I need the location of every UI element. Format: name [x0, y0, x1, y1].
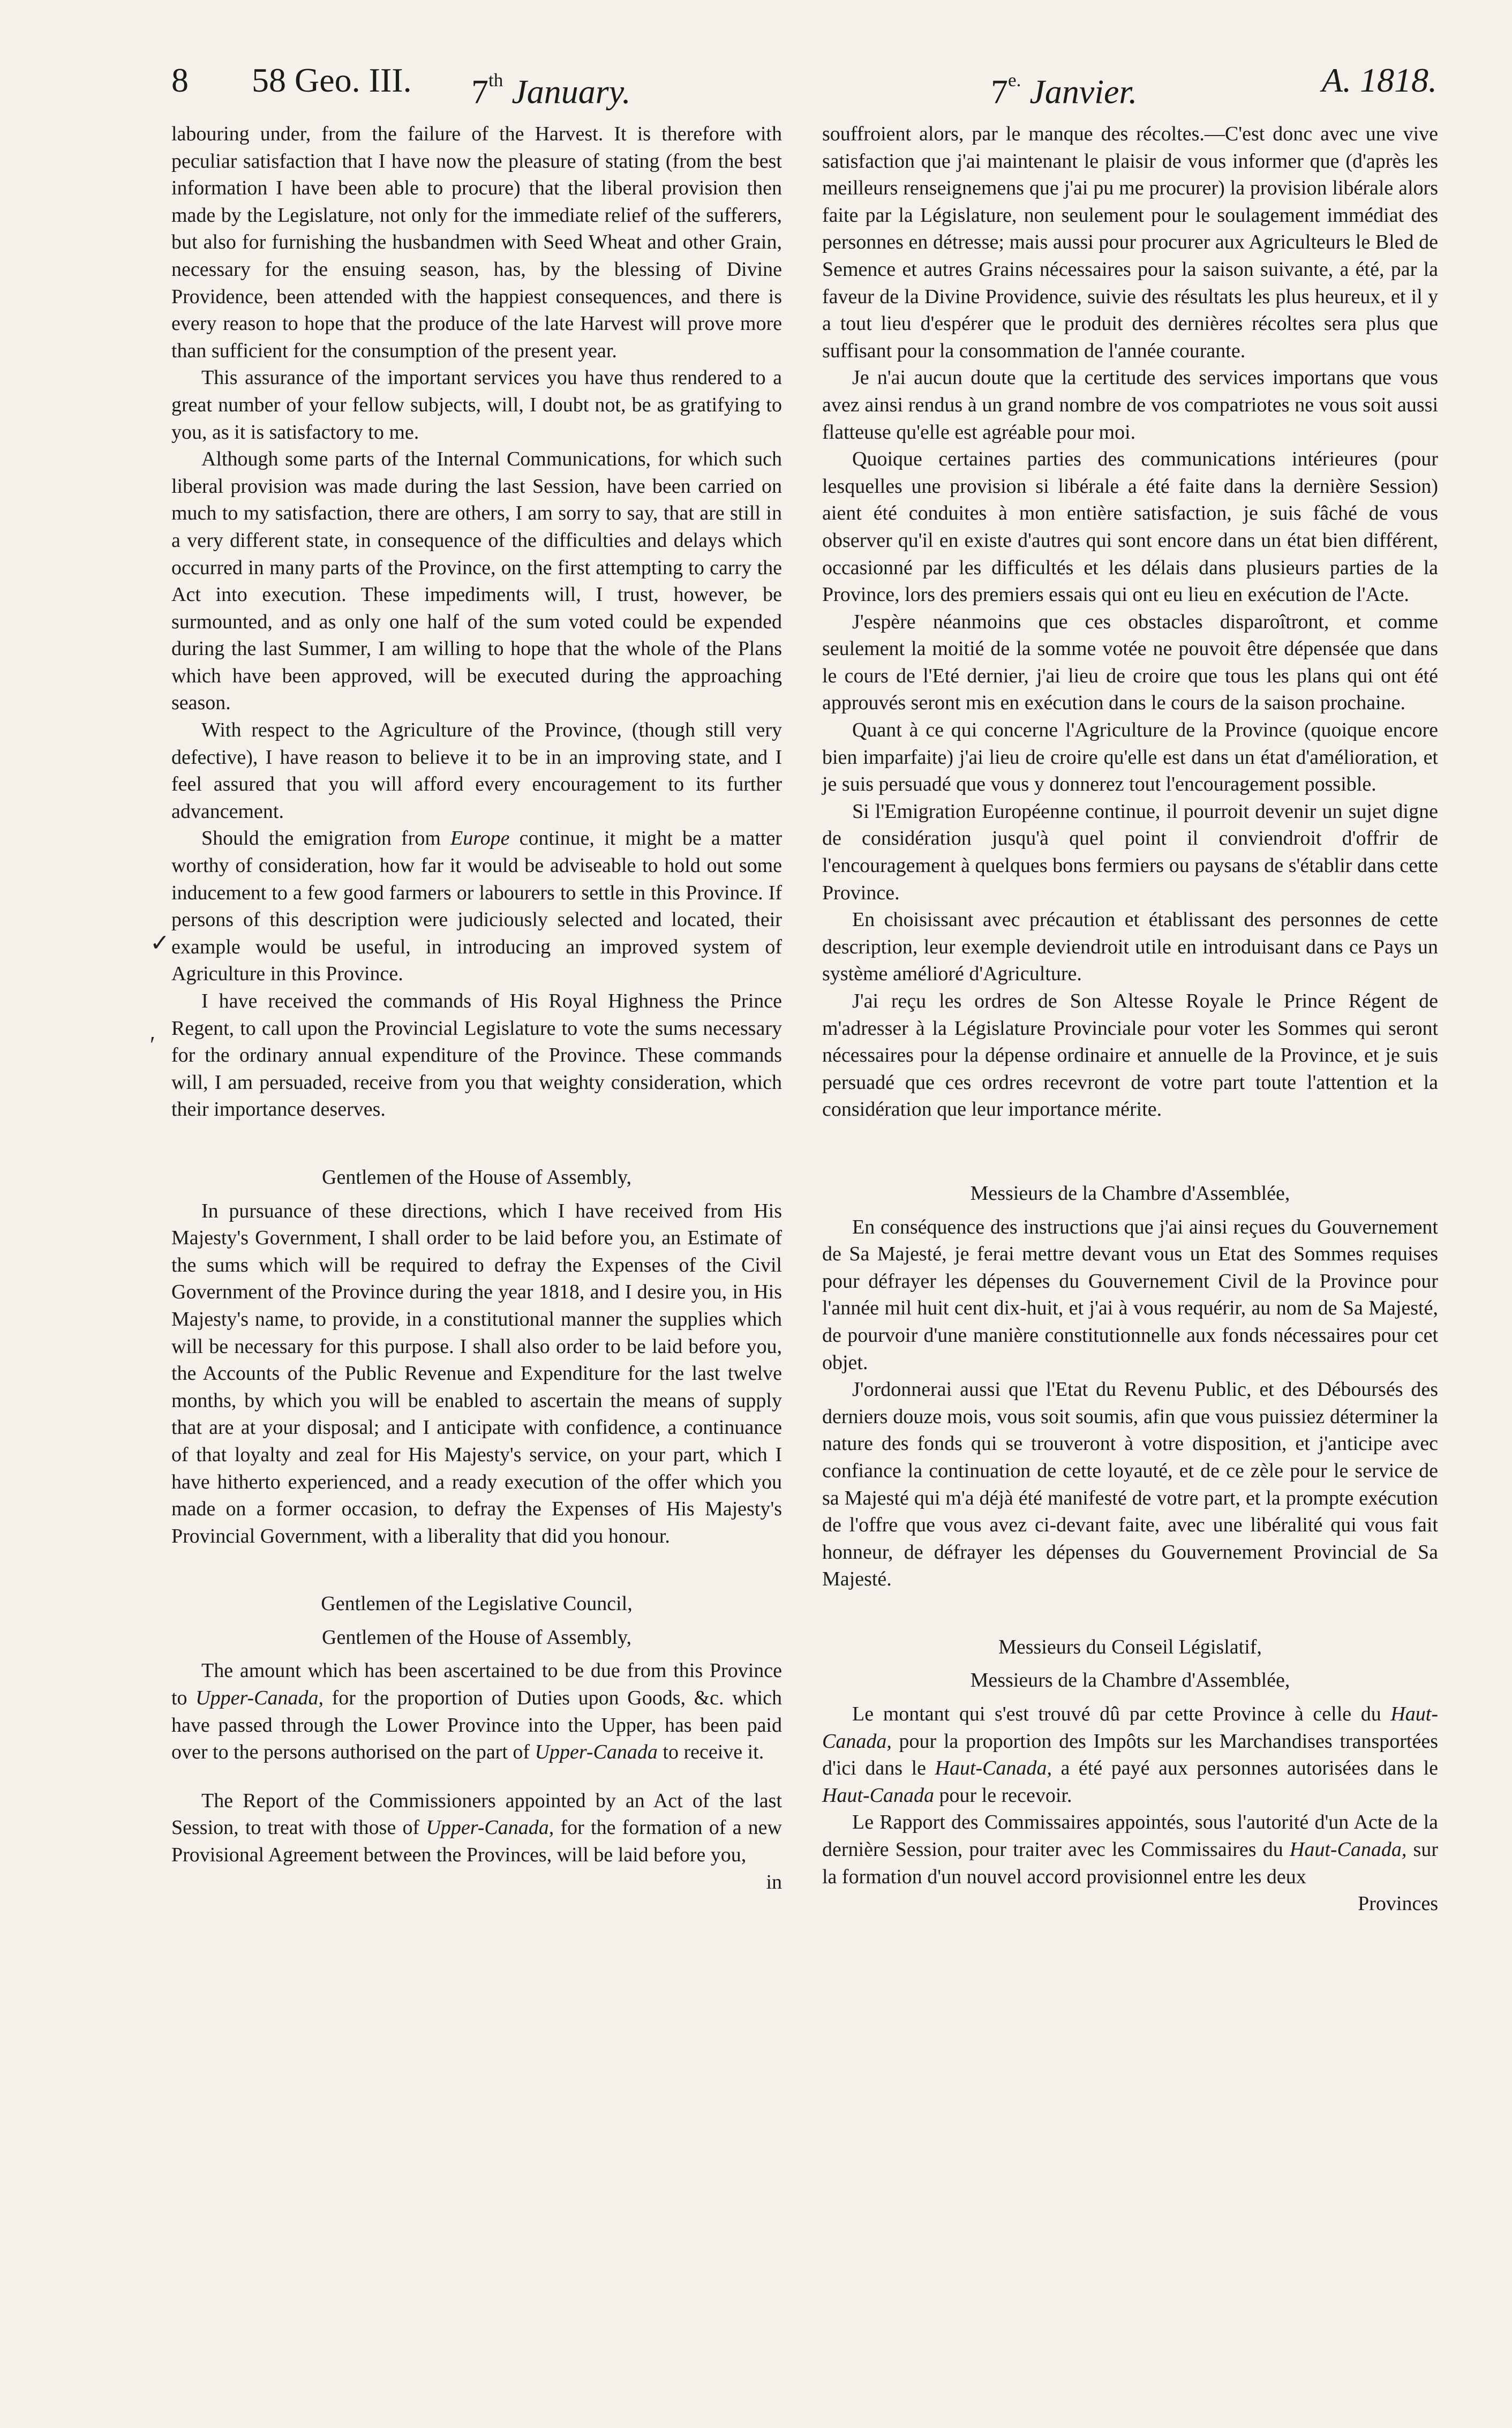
paragraph: With respect to the Agriculture of the Province, (though still very defective), I have reason to believe it to be in an improving state, and I feel assured that you will afford every encouragement to its further advancement. — [171, 719, 782, 823]
paragraph: J'ai reçu les ordres de Son Altesse Royale le Prince Régent de m'adresser à la Législature Provinciale pour voter les Sommes qui seront nécessaires pour la dépense ordinaire et annuelle de la Province, et je suis persuadé que ces ordres recevront de votre part toute l'attention et la considération que leur importance mérite. — [822, 990, 1438, 1121]
page-number: 8 — [171, 61, 189, 99]
reign-title: 58 Geo. III. — [252, 61, 412, 99]
paragraph: labouring under, from the failure of the Harvest. It is therefore with peculiar satisfaction that I have now the pleasure of stating (from the best information I have been able to procure) that the liberal provision then made by the Legislature, not only for the immediate relief of the sufferers, but also for furnishing the husbandmen with Seed Wheat and other Grain, necessary for the ensuing season, has, by the blessing of Divine Providence, been attended with the happiest consequences, and there is every reason to hope that the produce of the late Harvest will prove more than sufficient for the consumption of the present year. — [171, 123, 782, 362]
page-header — [171, 51, 1437, 110]
paragraph: In pursuance of these directions, which I have received from His Majesty's Government, I shall order to be laid before you, an Estimate of the sums which will be required to defray the Expenses of the Civil Government of the Province during the year 1818, and I desire you, in His Majesty's name, to provide, in a constitutional manner the supplies which will be necessary for this purpose. I shall also order to be laid before you, the Accounts of the Public Revenue and Expenditure for the last twelve months, by which you will be enabled to ascertain the means of supply that are at your disposal; and I anticipate with confidence, a continuance of that loyalty and zeal for His Majesty's service, on your part, which I have hitherto experienced, and a ready execution of the offer which you made on a former occasion, to defray the Expenses of His Majesty's Provincial Government, with a liberality that did you honour. — [171, 1199, 782, 1547]
english-column — [171, 121, 782, 1896]
paragraph: Si l'Emigration Européenne continue, il pourroit devenir un sujet digne de considération jusqu'à quel point il conviendroit d'offrir de l'encouragement à quelques bons fermiers ou paysans de s'établir dans cette Province. — [822, 800, 1438, 904]
paragraph: J'espère néanmoins que ces obstacles disparoîtront, et comme seulement la moitié de la somme votée ne pouvoit être dépensée que dans le cours de l'Eté dernier, j'ai lieu de croire que tous les plans qui ont été approuvés seront mis en exécution dans le cours de la saison prochaine. — [822, 610, 1438, 715]
year: A. 1818. — [1321, 61, 1437, 99]
french-date: $7^{e.}$ Janvier. — [991, 70, 1138, 111]
section-heading: Gentlemen of the House of Assembly, — [322, 1626, 631, 1649]
section-heading: Gentlemen of the House of Assembly, — [322, 1166, 631, 1189]
english-date: 7th January. — [471, 70, 631, 111]
section-heading: Messieurs de la Chambre d'Assemblée, — [970, 1669, 1290, 1692]
paragraph: Je n'ai aucun doute que la certitude des services importans que vous avez ainsi rendus à un grand nombre de vos compatriotes ne vous soit aussi flatteuse qu'elle est agréable pour moi. — [822, 366, 1438, 443]
catchword: Provinces — [1358, 1892, 1438, 1915]
paragraph: En conséquence des instructions que j'ai ainsi reçues du Gouvernement de Sa Majesté, je ferai mettre devant vous un Etat des Sommes requises pour défrayer les dépenses du Gouvernement Civil de la Province pour l'année mil huit cent dix-huit, et j'ai à vous requérir, au nom de Sa Majesté, de pourvoir d'une manière constitutionnelle aux fonds nécessaires pour cet objet. — [822, 1215, 1438, 1374]
paragraph: Should the emigration from Europe continue, it might be a matter worthy of consideration, how far it would be adviseable to hold out some inducement to a few good farmers or labourers to settle in this Province. If persons of this description were judiciously selected and located, their example would be useful, in introducing an improved system of Agriculture in this Province. — [171, 827, 782, 986]
margin-mark: ʹ — [150, 1032, 155, 1058]
section-heading: Messieurs du Conseil Législatif, — [998, 1635, 1262, 1658]
paragraph: The amount which has been ascertained to be due from this Province to Upper-Canada, for the proportion of Duties upon Goods, &c. which have passed through the Lower Province into the Upper, has been paid over to the persons authorised on the part of Upper-Canada to receive it. — [171, 1659, 783, 1764]
section-heading: Messieurs de la Chambre d'Assemblée, — [970, 1182, 1290, 1205]
paragraph: Le montant qui s'est trouvé dû par cette Province à celle du Haut-Canada, pour la proportion des Impôts sur les Marchandises transportées d'ici dans le Haut-Canada, a été payé aux personnes autorisées dans le Haut-Canada pour le recevoir. — [822, 1703, 1438, 1807]
paragraph: En choisissant avec précaution et établissant des personnes de cette description, leur exemple deviendroit utile en introduisant dans ce Pays un système amélioré d'Agriculture. — [822, 908, 1438, 986]
paragraph: J'ordonnerai aussi que l'Etat du Revenu Public, et des Déboursés des derniers douze mois, vous soit soumis, afin que vous puissiez déterminer la nature des fonds qui se trouveront à votre disposition, et j'anticipe avec confiance la continuation de cette loyauté, et de ce zèle pour le service de sa Majesté qui m'a déjà été manifesté de votre part, et la prompte exécution de l'offre que vous avez ci-devant faite, avec une libéralité qui vous fait honneur, de défrayer les dépenses du Gouvernement Provincial de Sa Majesté. — [822, 1378, 1438, 1591]
paragraph: Quoique certaines parties des communications intérieures (pour lesquelles une provision si libérale a été faite dans la dernière Session) aient été conduites à mon entière satisfaction, je suis fâché de vous observer qu'il en existe d'autres qui sont encore dans un état bien différent, occasionné par les difficultés et les délais dans plusieurs parties de la Province, lors des premiers essais qui ont eu lieu en exécution de l'Acte. — [822, 448, 1438, 606]
paragraph: Although some parts of the Internal Communications, for which such liberal provision was made during the last Session, have been carried on much to my satisfaction, there are others, I am sorry to say, that are still in a very different state, in consequence of the difficulties and delays which occurred in many parts of the Province, on the first attempting to carry the Act into execution. These impediments will, I trust, however, be surmounted, and as only one half of the sum voted could be expended during the last Summer, I am willing to hope that the whole of the Plans which have been approved, will be executed during the approaching season. — [171, 448, 782, 715]
paragraph: Quant à ce qui concerne l'Agriculture de la Province (quoique encore bien imparfaite) j'ai lieu de croire qu'elle est dans un état d'amélioration, et je suis persuadé que vous y donnerez tout l'encouragement possible. — [822, 719, 1438, 796]
margin-mark: ✓ — [150, 930, 170, 956]
catchword: in — [766, 1870, 782, 1893]
paragraph: The Report of the Commissioners appointed by an Act of the last Session, to treat with those of Upper-Canada, for the formation of a new Provisional Agreement between the Provinces, will be laid before you, — [171, 1789, 782, 1867]
section-heading: Gentlemen of the Legislative Council, — [321, 1592, 633, 1615]
french-column — [822, 121, 1438, 1918]
paragraph: This assurance of the important services you have thus rendered to a great number of your fellow subjects, will, I doubt not, be as gratifying to you, as it is satisfactory to me. — [171, 366, 782, 443]
paragraph: I have received the commands of His Royal Highness the Prince Regent, to call upon the Provincial Legislature to vote the sums necessary for the ordinary annual expenditure of the Province. These commands will, I am persuaded, receive from you that weighty consideration, which their importance deserves. — [171, 990, 782, 1121]
paragraph: Le Rapport des Commissaires appointés, sous l'autorité d'un Acte de la dernière Session, pour traiter avec les Commissaires du Haut-Canada, sur la formation d'un nouvel accord provisionnel entre les deux — [822, 1811, 1438, 1888]
paragraph: souffroient alors, par le manque des récoltes.—C'est donc avec une vive satisfaction que j'ai maintenant le plaisir de vous informer que (d'après les meilleurs renseignemens que j'ai pu me procurer) la provision libérale alors faite par la Législature, non seulement pour le soulagement immédiat des personnes en détresse; mais aussi pour procurer aux Agriculteurs le Bled de Semence et autres Grains nécessaires pour la saison suivante, a été, par la faveur de la Divine Providence, suivie des résultats les plus heureux, et il y a tout lieu d'espérer que le produit des dernières récoltes sera plus que suffisant pour la consommation de l'année courante. — [822, 123, 1438, 362]
